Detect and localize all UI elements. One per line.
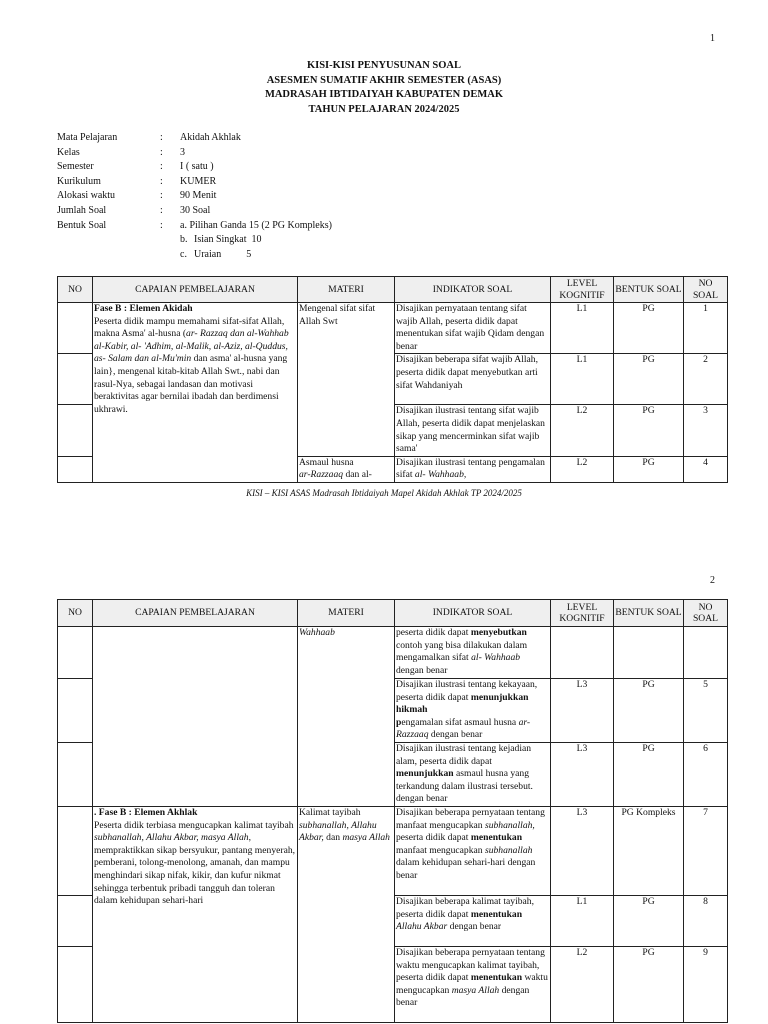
cell-no [58,946,93,1022]
info-sub-uraian: c. Uraian 5 [180,248,252,260]
cell-level: L1 [551,895,614,946]
cell-indikator: Disajikan ilustrasi tentang kejadian alam, peserta didik dapat menunjukkan asmaul husna yang terkandung dalam ilustrasi tersebut. dengan benar [395,742,551,806]
cell-bentuk: PG [614,946,684,1022]
cell-no-soal: 6 [684,742,728,806]
table-row [58,627,728,679]
cell-no [58,405,93,456]
title-line-4: TAHUN PELAJARAN 2024/2025 [308,103,460,115]
cell-indikator: Disajikan beberapa kalimat tayibah, peserta didik dapat menentukan Allahu Akbar dengan benar [395,895,551,946]
cell-bentuk [614,627,684,679]
cell-no-soal [684,627,728,679]
title-line-1: KISI-KISI PENYUSUNAN SOAL [306,60,462,71]
header-capaian: CAPAIAN PEMBELAJARAN [93,600,298,627]
info-block [57,131,332,262]
info-row-kelas: Kelas : 3 [57,146,185,158]
cell-bentuk: PG Kompleks [614,806,684,895]
cell-no-soal: 9 [684,946,728,1022]
cell-bentuk: PG [614,742,684,806]
page-footer: KISI – KISI ASAS Madrasah Ibtidaiyah Mapel Akidah Akhlak TP 2024/2025 [246,488,522,498]
cell-bentuk: PG [614,303,684,354]
cell-indikator: peserta didik dapat menyebutkan contoh yang bisa dilakukan dalam mengamalkan sifat al- Wahhaab dengan benar [395,627,551,679]
cell-indikator: Disajikan ilustrasi tentang pengamalan sifat al- Wahhaab, [395,456,551,482]
cell-level: L3 [551,806,614,895]
cell-indikator: Disajikan ilustrasi tentang kekayaan, peserta didik dapat menunjukkan hikmah pengamalan sifat asmaul husna ar-Razzaaq dengan benar [395,679,551,743]
cell-level [551,627,614,679]
cp-title: Fase B : Elemen Akidah [94,303,193,314]
cell-level: L2 [551,405,614,456]
header-materi: MATERI [298,277,395,303]
cell-no-soal: 7 [684,806,728,895]
cell-level: L1 [551,303,614,354]
info-row-semester: Semester : I ( satu ) [57,161,214,173]
cell-no-soal: 2 [684,354,728,405]
cell-indikator: Disajikan pernyataan tentang sifat wajib Allah, peserta didik dapat menentukan sifat wajib Qidam dengan benar [395,303,551,354]
cell-level: L3 [551,679,614,743]
header-indikator: INDIKATOR SOAL [395,600,551,627]
header-level: LEVEL KOGNITIF [551,277,614,303]
info-sub-isian: b. Isian Singkat 10 [180,234,262,246]
title-line-3: MADRASAH IBTIDAIYAH KABUPATEN DEMAK [264,89,504,100]
document-title [0,59,768,117]
cell-no-soal: 1 [684,303,728,354]
cell-no [58,627,93,679]
cell-no [58,354,93,405]
cell-indikator: Disajikan ilustrasi tentang sifat wajib Allah, peserta didik dapat menjelaskan sikap yang mencerminkan sifat wajib sama' [395,405,551,456]
page-number: 1 [710,33,715,44]
table-row [58,303,728,354]
cell-bentuk: PG [614,895,684,946]
cp-title: . Fase B : Elemen Akhlak [94,806,198,818]
cell-bentuk: PG [614,679,684,743]
header-capaian: CAPAIAN PEMBELAJARAN [93,277,298,303]
title-line-2: ASESMEN SUMATIF AKHIR SEMESTER (ASAS) [266,74,502,86]
info-row-kurikulum: Kurikulum : KUMER [57,175,217,187]
header-materi: MATERI [298,600,395,627]
kisi-table-page1 [57,276,728,483]
cell-materi-asmaul: Asmaul husna ar-Razzaaq dan al- [298,456,395,482]
cell-bentuk: PG [614,354,684,405]
cell-indikator: Disajikan beberapa pernyataan tentang waktu mengucapkan kalimat tayibah, peserta didik dapat menentukan waktu mengucapkan masya Allah dengan benar [395,946,551,1022]
cell-indikator: Disajikan beberapa sifat wajib Allah, peserta didik dapat menyebutkan arti sifat Wahdaniyah [395,354,551,405]
header-indikator: INDIKATOR SOAL [395,277,551,303]
cell-capaian-continued [93,627,298,807]
cell-indikator: Disajikan beberapa pernyataan tentang manfaat mengucapkan subhanallah, peserta didik dapat menentukan manfaat mengucapkan subhanallah dalam kehidupan sehari-hari dengan benar [395,806,551,895]
header-no-soal: NO SOAL [684,277,728,303]
cell-no [58,806,93,895]
cell-capaian-akhlak: . Fase B : Elemen Akhlak Peserta didik terbiasa mengucapkan kalimat tayibah subhanallah, Allahu Akbar, masya Allah, mempraktikkan sikap bersyukur, pantang menyerah, pemberani, tolong-menolong, amanah, dan mampu menghindari sikap nifak, kikir, dan kufur nikmat sehingga terbentuk pribadi tangguh dan toleran dalam kehidupan sehari-hari [93,806,298,1022]
cell-no-soal: 3 [684,405,728,456]
cell-level: L3 [551,742,614,806]
cell-no-soal: 8 [684,895,728,946]
cell-no [58,456,93,482]
cell-capaian-akidah: Fase B : Elemen Akidah Peserta didik mampu memahami sifat-sifat Allah, makna Asma' al-husna (ar- Razzaq dan al-Wahhab al-Kabir, al- 'Adhim, al-Malik, al-Aziz, al-Quddus, as- Salam dan al-Mu'min dan asma' al-husna yang lain}, mengenal kitab-kitab Allah Swt., nabi dan rasul-Nya, sebagai landasan dan motivasi beraktivitas agar bernilai ibadah dan berdimensi ukhrawi. [93,303,298,483]
cell-materi-kalimat-tayibah: Kalimat tayibah subhanallah, Allahu Akbar, dan masya Allah [298,806,395,1022]
cell-materi-sifat: Mengenal sifat sifat Allah Swt [298,303,395,457]
info-row-jumlah: Jumlah Soal : 30 Soal [57,204,211,216]
cell-level: L2 [551,456,614,482]
cell-no [58,742,93,806]
info-row-bentuk: Bentuk Soal : a. Pilihan Ganda 15 (2 PG Kompleks) [57,219,332,231]
table-row [58,806,728,895]
header-no: NO [58,277,93,303]
header-bentuk: BENTUK SOAL [614,277,684,303]
info-row-mapel: Mata Pelajaran : Akidah Akhlak [57,132,241,143]
cell-level: L1 [551,354,614,405]
table-header-row [58,600,728,627]
cell-bentuk: PG [614,456,684,482]
cell-level: L2 [551,946,614,1022]
cell-materi-wahhaab: Wahhaab [298,627,395,807]
kisi-table-page2 [57,599,728,1023]
cell-no-soal: 4 [684,456,728,482]
cell-bentuk: PG [614,405,684,456]
cell-no [58,679,93,743]
table-header-row [58,277,728,303]
header-bentuk: BENTUK SOAL [614,600,684,627]
header-no-soal: NO SOAL [684,600,728,627]
header-no: NO [58,600,93,627]
cell-no [58,895,93,946]
cell-no [58,303,93,354]
info-row-alokasi: Alokasi waktu : 90 Menit [57,190,217,202]
page-number: 2 [710,575,715,586]
cell-no-soal: 5 [684,679,728,743]
header-level: LEVEL KOGNITIF [551,600,614,627]
